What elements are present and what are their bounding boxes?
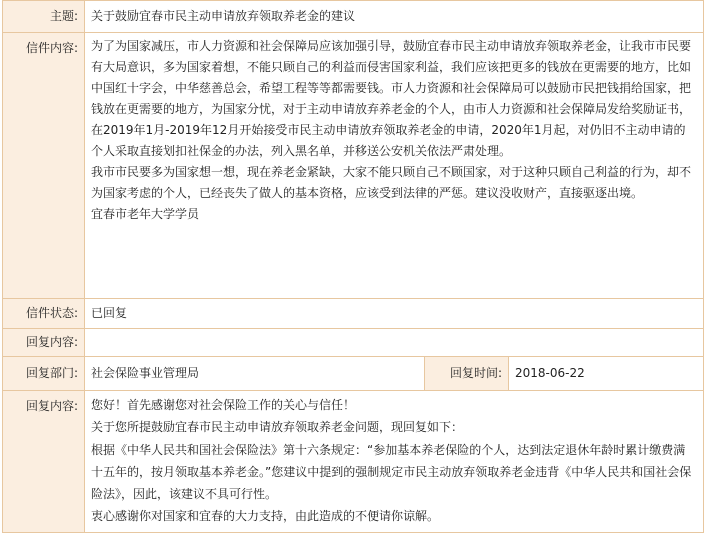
reply-paragraph: 根据《中华人民共和国社会保险法》第十六条规定：“参加基本养老保险的个人，达到法定退休年龄时累计缴费满十五年的，按月领取基本养老金。”您建议中提到的强制规定市民主动放弃领取养老金违背《中华人民共和国社会保险法》，因此，该建议不具可行性。 [91,442,692,502]
title-label: 主题: [3,1,85,33]
reply-content-header-label: 回复内容: [3,329,85,357]
time-value: 2018-06-22 [509,357,704,391]
content-paragraph: 我市市民要多为国家想一想，现在养老金紧缺，大家不能只顾自己不顾国家，对于这种只顾自己利益的行为，却不为国家考虑的个人，已经丧失了做人的基本资格，应该受到法律的严惩。建议没收财产，直接驱逐出境。 [91,165,692,200]
status-value: 已回复 [85,299,704,329]
content-row [3,33,704,299]
reply-content-header-row [3,329,704,357]
reply-paragraph: 关于您所提鼓励宜春市民主动申请放弃领取养老金问题，现回复如下： [91,420,464,435]
reply-paragraph: 衷心感谢你对国家和宜春的大力支持，由此造成的不便请你谅解。 [91,509,440,524]
reply-label: 回复内容: [3,391,85,533]
content-signature: 宜春市老年大学学员 [91,207,200,221]
reply-value [85,391,704,533]
content-paragraph: 为了为国家减压，市人力资源和社会保障局应该加强引导，鼓励宜春市民主动申请放弃领取养老金，让我市市民要有大局意识，多为国家着想，不能只顾自己的利益而侵害国家利益，我们应该把更多的钱放在更需要的地方，比如中国红十字会，中华慈善总会，希望工程等等都需要钱。市人力资源和社会保障局可以鼓励市民把钱捐给国家，把钱放在更需要的地方，为国家分忧，对于主动申请放弃养老金的个人，由市人力资源和社会保障局发给奖励证书，在2019年1月-2019年12月开始接受市民主动申请放弃领取养老金的申请，2020年1月起，对仍旧不主动申请的个人采取直接划扣社保金的办法，列入黑名单，并移送公安机关依法严肃处理。 [91,39,692,158]
reply-row [3,391,704,533]
title-row [3,1,704,33]
content-label: 信件内容: [3,33,85,299]
time-label: 回复时间: [425,357,509,391]
dept-row [3,357,704,391]
dept-label: 回复部门: [3,357,85,391]
letter-detail-table [2,0,704,533]
dept-value: 社会保险事业管理局 [85,357,425,391]
status-row [3,299,704,329]
status-label: 信件状态: [3,299,85,329]
content-value [85,33,704,299]
title-value: 关于鼓励宜春市民主动申请放弃领取养老金的建议 [85,1,704,33]
reply-content-header-value [85,329,704,357]
reply-paragraph: 您好！首先感谢您对社会保险工作的关心与信任！ [91,398,356,412]
